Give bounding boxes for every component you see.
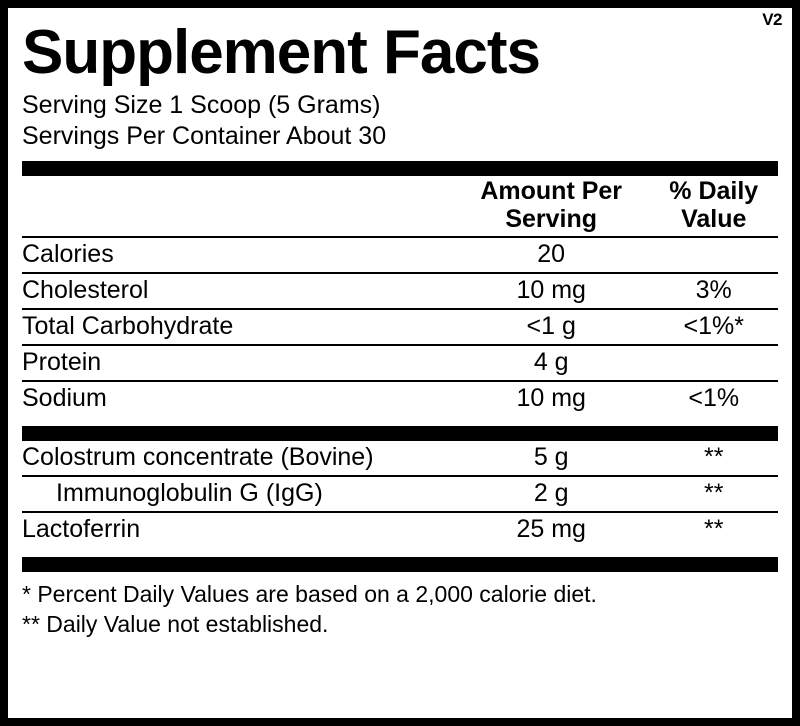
ingredients-table	[22, 441, 778, 547]
header-amount	[453, 176, 650, 236]
divider-thick-top	[22, 161, 778, 176]
ingredient-name: Immunoglobulin G (IgG)	[56, 479, 323, 507]
table-row	[22, 477, 778, 511]
nutrient-name: Cholesterol	[22, 276, 149, 304]
divider-thick-middle	[22, 426, 778, 441]
header-amount-line1: Amount Per	[480, 177, 623, 205]
ingredient-amount: 2 g	[533, 479, 569, 507]
nutrient-amount: 10 mg	[516, 276, 586, 304]
header-blank	[22, 176, 453, 236]
ingredient-name: Colostrum concentrate (Bovine)	[22, 443, 374, 471]
table-row	[22, 513, 778, 547]
footnote-not-established: ** Daily Value not established.	[22, 610, 329, 637]
nutrient-amount: 20	[537, 240, 566, 268]
header-dv-line1: % Daily	[669, 177, 759, 205]
serving-size: Serving Size 1 Scoop (5 Grams)	[22, 91, 381, 119]
servings-per-container: Servings Per Container About 30	[22, 121, 387, 150]
nutrient-dv: 3%	[695, 276, 732, 304]
facts-table	[22, 176, 778, 416]
divider-thick-bottom	[22, 557, 778, 572]
label-body	[8, 8, 792, 718]
ingredient-amount: 5 g	[533, 443, 569, 471]
header-amount-line2: Serving	[505, 204, 598, 233]
table-row	[22, 310, 778, 344]
footnote-daily-values: * Percent Daily Values are based on a 2,000 calorie diet.	[22, 581, 597, 607]
page-title: Supplement Facts	[22, 18, 540, 87]
table-row	[22, 382, 778, 416]
header-dv-line2: Value	[681, 204, 747, 233]
nutrient-amount: <1 g	[526, 312, 576, 340]
nutrient-dv: <1%	[688, 384, 740, 412]
nutrient-name: Total Carbohydrate	[22, 312, 234, 340]
ingredient-amount: 25 mg	[516, 515, 586, 543]
ingredient-name: Lactoferrin	[22, 515, 141, 543]
nutrient-name: Sodium	[22, 384, 107, 412]
nutrient-name: Protein	[22, 348, 102, 376]
nutrient-dv	[649, 346, 778, 380]
nutrient-dv: <1%*	[683, 312, 744, 340]
table-header-row	[22, 176, 778, 236]
version-label: V2	[762, 10, 782, 29]
footnotes	[22, 572, 778, 640]
nutrient-name: Calories	[22, 240, 114, 268]
ingredient-dv: **	[704, 479, 724, 507]
table-row	[22, 274, 778, 308]
table-row	[22, 238, 778, 272]
nutrient-dv	[649, 238, 778, 272]
table-row	[22, 346, 778, 380]
nutrient-amount: 4 g	[533, 348, 569, 376]
ingredient-dv: **	[704, 443, 724, 471]
table-row	[22, 441, 778, 475]
nutrient-amount: 10 mg	[516, 384, 586, 412]
header-daily-value	[649, 176, 778, 236]
ingredient-dv: **	[704, 515, 724, 543]
